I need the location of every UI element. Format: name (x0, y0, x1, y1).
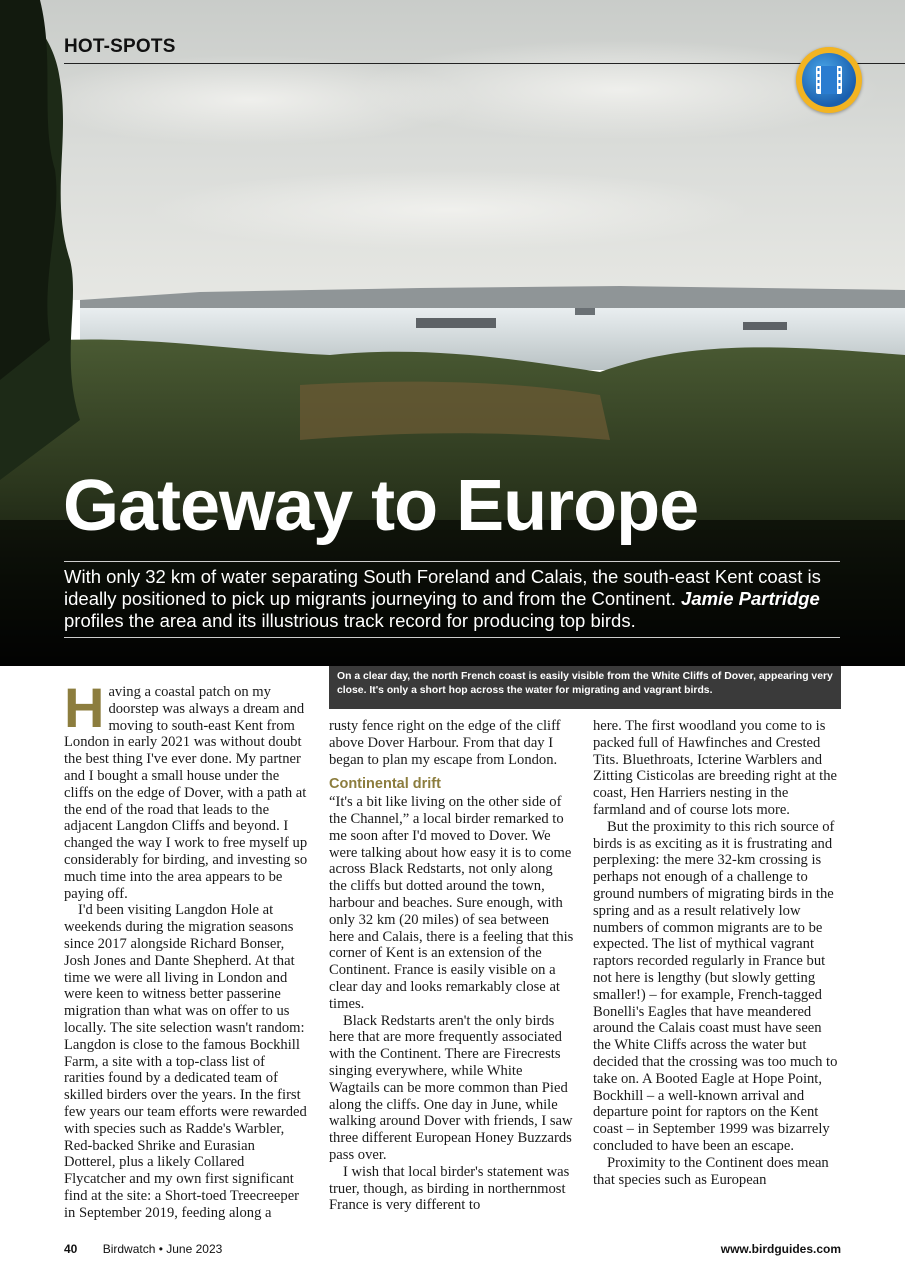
paragraph (64, 676, 309, 902)
paragraph: I wish that local birder's statement was truer, though, as birding in northernmost France is very different to (329, 1163, 570, 1214)
paragraph: But the proximity to this rich source of birds is as exciting as it is frustrating and perplexing: the mere 32-km crossing is perhaps not enough of a challenge to ground numbers of migrating birds in the spring and as a result relatively low numbers of common migrants are to be expected. The list of mythical vagrant raptors recorded regularly in France but not here is lengthy (but slowly getting smaller!) – for example, French-tagged Bonelli's Eagles that have meandered around the Calais coast must have seen the White Cliffs across the water but decided that the crossing was too much to take on. A Booted Eagle at Hope Point, Bockhill – a well-known arrival and departure point for raptors on the Kent coast – in September 1999 was bizarrely concluded to have been an escape. (593, 818, 838, 1154)
video-badge[interactable] (796, 47, 862, 113)
standfirst-rule (64, 637, 840, 638)
paragraph: I'd been visiting Langdon Hole at weekends during the migration seasons since 2017 alongside Richard Bonser, Josh Jones and Dante Shepherd. At that time we were all living in London and were keen to witness better passerine migration than what was on offer to us locally. The site selection wasn't random: Langdon is close to the famous Bockhill Farm, a site with a top-class list of rarities found by a dedicated team of skilled birders over the years. In the first few years our team efforts were rewarded with species such as Radde's Warbler, Red-backed Shrike and Eurasian Dotterel, plus a likely Collared Flycatcher and my own first significant find at the site: a Short-toed Treecreeper in September 2019, feeding along a (64, 902, 307, 1221)
photo-caption: On a clear day, the north French coast is easily visible from the White Cliffs of Dover, appearing very close. It's only a short hop across the water for migrating and vagrant birds. (329, 666, 841, 709)
paragraph: Proximity to the Continent does mean that species such as European (593, 1154, 829, 1188)
body-column-2 (329, 718, 574, 1214)
footer-left (64, 1242, 222, 1256)
section-label: HOT-SPOTS (64, 36, 176, 57)
paragraph: rusty fence right on the edge of the cliff above Dover Harbour. From that day I began to plan my escape from London. (329, 718, 561, 768)
paragraph: here. The first woodland you come to is packed full of Hawfinches and Crested Tits. Bluethroats, Icterine Warblers and Zitting Cisticolas are breeding right at the coast, Hen Harriers nesting in the farmland and of course lots more. (593, 718, 837, 818)
author-name: Jamie Partridge (681, 588, 820, 609)
publication-info: Birdwatch • June 2023 (102, 1242, 223, 1256)
paragraph-text: aving a coastal patch on my doorstep was always a dream and moving to south-east Kent from London in early 2021 was without doubt the best thing I've ever done. My partner and I bought a small house under the cliffs on the edge of Dover, with a path at the end of the road that leads to the adjacent Langdon Cliffs and beyond. I changed the way I work to free myself up considerably for birding, and investing so much time into the area appears to be paying off. (64, 684, 308, 902)
ship (575, 308, 595, 315)
body-column-3 (593, 718, 838, 1188)
subheading: Continental drift (329, 776, 441, 793)
body-column-1 (64, 676, 309, 1222)
headline: Gateway to Europe (63, 466, 699, 546)
standfirst-text: With only 32 km of water separating South Foreland and Calais, the south-east Kent coast is ideally positioned to pick up migrants journeying to and from the Continent. (64, 566, 821, 609)
film-strip-icon (802, 53, 856, 107)
paragraph: Black Redstarts aren't the only birds here that are more frequently associated with the Continent. There are Firecrests singing everywhere, while White Wagtails can be more common than Pied along the cliffs. One day in June, while walking around Dover with friends, I saw three different European Honey Buzzards pass over. (329, 1012, 573, 1163)
drop-cap: H (64, 676, 105, 739)
standfirst-rest: profiles the area and its illustrious track record for producing top birds. (64, 610, 636, 631)
paragraph: “It's a bit like living on the other side of the Channel,” a local birder remarked to me soon after I'd moved to Dover. We were talking about how easy it is to come across Black Redstarts, not only along the cliffs but dotted around the town, harbour and beaches. Sure enough, with only 32 km (20 miles) of sea between here and Calais, there is a feeling that this corner of Kent is an extension of the Continent. France is easily visible on a clear day and looks remarkably close at times. (329, 794, 574, 1012)
standfirst (64, 566, 854, 632)
headline-rule (64, 561, 840, 562)
page-number: 40 (64, 1242, 78, 1256)
section-divider (64, 63, 905, 64)
ship (416, 318, 496, 328)
website-link[interactable]: www.birdguides.com (720, 1242, 841, 1256)
ship (743, 322, 787, 330)
